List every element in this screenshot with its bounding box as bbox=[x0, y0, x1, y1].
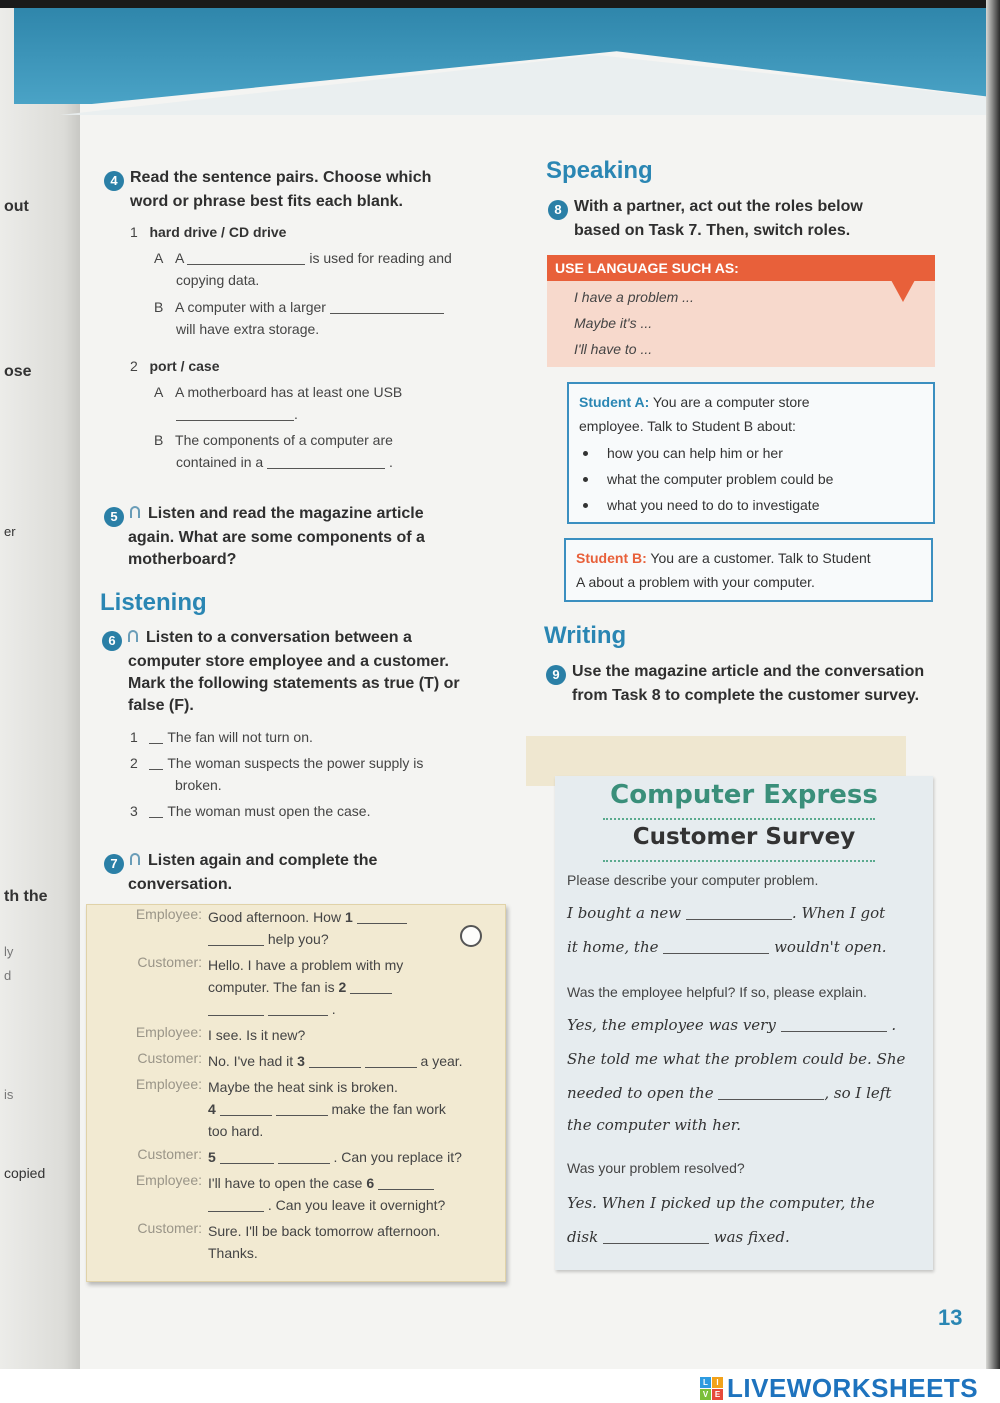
edge-fragment: ly bbox=[4, 944, 14, 959]
answer-blank[interactable] bbox=[220, 1150, 274, 1164]
survey-question: Please describe your computer problem. bbox=[567, 872, 819, 888]
task-4-item-1b-cont: will have extra storage. bbox=[176, 321, 320, 337]
answer-blank[interactable] bbox=[357, 910, 407, 924]
handwritten-answer: Yes. When I picked up the computer, the bbox=[567, 1194, 875, 1212]
answer-blank[interactable] bbox=[208, 1198, 264, 1212]
survey-title: Computer Express bbox=[610, 780, 878, 810]
statement-2-cont: broken. bbox=[175, 777, 222, 793]
answer-blank[interactable] bbox=[278, 1150, 330, 1164]
speaker-label: Customer: bbox=[137, 1220, 202, 1236]
handwritten-answer: disk was fixed. bbox=[567, 1228, 790, 1246]
answer-blank[interactable] bbox=[378, 1176, 434, 1190]
task-5-prompt: 5 Listen and read the magazine article again. What are some components of a motherboard? bbox=[104, 503, 425, 571]
right-page-edge bbox=[986, 0, 1000, 1403]
answer-blank[interactable] bbox=[208, 1002, 264, 1016]
edge-fragment: ose bbox=[4, 363, 32, 380]
edge-fragment: th the bbox=[4, 888, 48, 905]
task-4-item-2b-cont: contained in a . bbox=[176, 454, 393, 470]
dotted-divider bbox=[603, 818, 875, 820]
audio-icon[interactable] bbox=[128, 630, 138, 642]
audio-icon[interactable] bbox=[130, 853, 140, 865]
useful-language-box bbox=[547, 255, 935, 367]
conversation-line: Good afternoon. How 1 help you? bbox=[208, 906, 488, 950]
task-4-item-1b: B A computer with a larger bbox=[154, 296, 444, 318]
task-4-item-2b: B The components of a computer are bbox=[154, 432, 393, 448]
survey-subtitle: Customer Survey bbox=[632, 824, 856, 850]
answer-blank[interactable] bbox=[176, 407, 294, 421]
statement-3: 3 The woman must open the case. bbox=[130, 803, 371, 819]
conversation-line: I see. Is it new? bbox=[208, 1027, 306, 1043]
handwritten-answer: I bought a new . When I got bbox=[567, 904, 886, 922]
answer-blank[interactable] bbox=[781, 1018, 887, 1032]
left-page-edge bbox=[0, 8, 80, 1403]
task-4-prompt: 4 Read the sentence pairs. Choose which word or phrase best fits each blank. bbox=[104, 167, 431, 213]
conversation-line: 5 . Can you replace it? bbox=[208, 1149, 462, 1165]
answer-blank[interactable] bbox=[187, 251, 305, 265]
tf-blank[interactable] bbox=[149, 756, 163, 770]
speaker-label: Customer: bbox=[137, 1146, 202, 1162]
conversation-line: I'll have to open the case 6 . Can you leave it overnight? bbox=[208, 1175, 446, 1213]
handwritten-answer: Yes, the employee was very . bbox=[567, 1016, 897, 1034]
task-number-badge: 4 bbox=[104, 171, 124, 191]
speaking-heading: Speaking bbox=[546, 157, 653, 184]
task-4-item-1a: A A is used for reading and bbox=[154, 250, 452, 266]
page-top-shadow bbox=[0, 0, 1000, 8]
task-7-prompt: 7 Listen again and complete the conversation. bbox=[104, 850, 377, 896]
task-number-badge: 9 bbox=[546, 665, 566, 685]
task-4-item-1a-cont: copying data. bbox=[176, 272, 260, 288]
writing-heading: Writing bbox=[544, 622, 627, 649]
page-number: 13 bbox=[938, 1305, 963, 1330]
list-item: how you can help him or her bbox=[579, 440, 923, 466]
handwritten-answer: it home, the wouldn't open. bbox=[567, 938, 887, 956]
answer-blank[interactable] bbox=[663, 940, 769, 954]
customer-survey-card bbox=[555, 776, 933, 1270]
language-phrase: I have a problem ... bbox=[574, 289, 694, 305]
language-phrase: Maybe it's ... bbox=[574, 315, 653, 331]
handwritten-answer: the computer with her. bbox=[567, 1116, 742, 1134]
edge-fragment: copied bbox=[4, 1165, 46, 1181]
audio-icon[interactable] bbox=[130, 506, 140, 518]
survey-question: Was your problem resolved? bbox=[567, 1160, 745, 1176]
answer-blank[interactable] bbox=[309, 1054, 361, 1068]
edge-fragment: er bbox=[4, 524, 16, 539]
task-4-item-2a: A A motherboard has at least one USB bbox=[154, 384, 403, 400]
task-8-prompt: 8 With a partner, act out the roles below based on Task 7. Then, switch roles. bbox=[548, 196, 863, 242]
answer-blank[interactable] bbox=[350, 980, 392, 994]
liveworksheets-logo-icon: L I V E bbox=[700, 1377, 723, 1400]
speaker-label: Employee: bbox=[135, 1024, 202, 1040]
listening-heading: Listening bbox=[100, 589, 207, 616]
speaker-label: Customer: bbox=[137, 1050, 202, 1066]
task-6-prompt: 6 Listen to a conversation between a computer store employee and a customer. Mark the following statements as true (T) or false (F). bbox=[102, 627, 460, 717]
handwritten-answer: needed to open the , so I left bbox=[567, 1084, 892, 1102]
student-a-card: Student A: You are a computer store employee. Talk to Student B about: how you can help him or her what the computer problem could be what you need to do to investigate bbox=[567, 382, 935, 524]
task-number-badge: 5 bbox=[104, 507, 124, 527]
student-b-card: Student B: You are a customer. Talk to Student A about a problem with your computer. bbox=[564, 538, 933, 602]
language-phrase: I'll have to ... bbox=[574, 341, 653, 357]
task-9-prompt: 9 Use the magazine article and the conversation from Task 8 to complete the customer survey. bbox=[546, 661, 924, 707]
answer-blank[interactable] bbox=[208, 932, 264, 946]
answer-blank[interactable] bbox=[718, 1086, 824, 1100]
answer-blank[interactable] bbox=[267, 455, 385, 469]
edge-fragment: is bbox=[4, 1087, 14, 1102]
task-number-badge: 6 bbox=[102, 631, 122, 651]
answer-blank[interactable] bbox=[268, 1002, 328, 1016]
list-item: what the computer problem could be bbox=[579, 466, 923, 492]
dotted-divider bbox=[603, 860, 875, 862]
statement-1: 1 The fan will not turn on. bbox=[130, 729, 313, 745]
handwritten-answer: She told me what the problem could be. She bbox=[567, 1050, 906, 1068]
speaker-label: Employee: bbox=[135, 906, 202, 922]
callout-arrow bbox=[891, 280, 915, 302]
speaker-label: Customer: bbox=[137, 954, 202, 970]
task-4-question-2: 2 port / case bbox=[130, 358, 220, 374]
student-a-label: Student A: bbox=[579, 394, 650, 410]
tf-blank[interactable] bbox=[149, 730, 163, 744]
edge-fragment: d bbox=[4, 968, 12, 983]
answer-blank[interactable] bbox=[276, 1102, 328, 1116]
edge-fragment: out bbox=[4, 198, 29, 215]
liveworksheets-logo bbox=[700, 1373, 978, 1403]
conversation-line: Hello. I have a problem with my computer. The fan is 2 . bbox=[208, 957, 404, 1017]
conversation-line: No. I've had it 3 a year. bbox=[208, 1053, 463, 1069]
speaker-label: Employee: bbox=[135, 1076, 202, 1092]
tf-blank[interactable] bbox=[149, 804, 163, 818]
useful-language-header: USE LANGUAGE SUCH AS: bbox=[547, 255, 935, 281]
answer-blank[interactable] bbox=[330, 300, 444, 314]
watermark-text: LIVEWORKSHEETS bbox=[727, 1373, 979, 1403]
speaker-label: Employee: bbox=[135, 1172, 202, 1188]
task-4-item-2a-cont: . bbox=[176, 403, 298, 425]
survey-question: Was the employee helpful? If so, please explain. bbox=[567, 984, 867, 1000]
list-item: what you need to do to investigate bbox=[579, 492, 923, 518]
answer-blank[interactable] bbox=[603, 1230, 709, 1244]
task-number-badge: 7 bbox=[104, 854, 124, 874]
task-4-question-1: 1 hard drive / CD drive bbox=[130, 224, 287, 240]
student-b-label: Student B: bbox=[576, 550, 647, 566]
answer-blank[interactable] bbox=[365, 1054, 417, 1068]
student-a-list bbox=[579, 440, 923, 518]
answer-blank[interactable] bbox=[220, 1102, 272, 1116]
answer-blank[interactable] bbox=[686, 906, 792, 920]
task-number-badge: 8 bbox=[548, 200, 568, 220]
conversation-line: Sure. I'll be back tomorrow afternoon. Thanks. bbox=[208, 1223, 441, 1261]
statement-2: 2 The woman suspects the power supply is bbox=[130, 755, 424, 771]
conversation-line: Maybe the heat sink is broken. 4 make the fan work too hard. bbox=[208, 1079, 446, 1139]
